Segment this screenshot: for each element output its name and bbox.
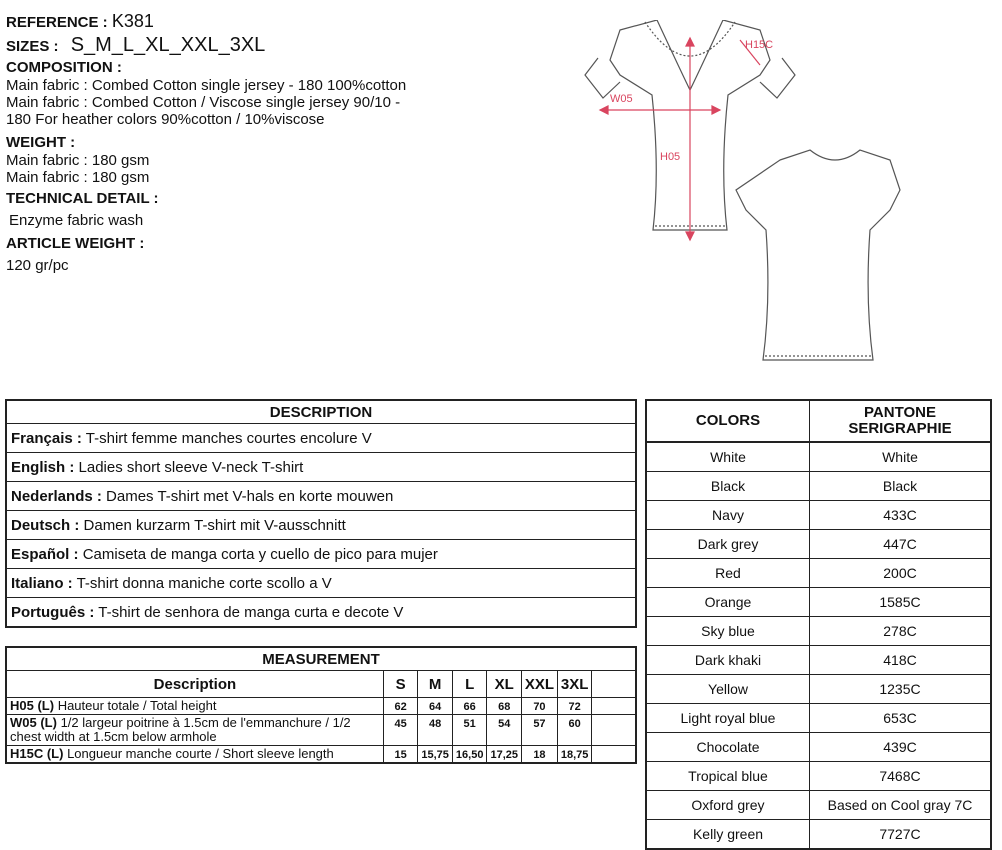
sizes-value: S_M_L_XL_XXL_3XL (70, 34, 266, 56)
color-row: Yellow 1235C (646, 675, 991, 704)
measurement-title: MEASUREMENT (6, 647, 636, 671)
w05-label: W05 (610, 93, 633, 105)
composition-line: Main fabric : Combed Cotton / Viscose single jersey 90/10 - (6, 94, 401, 111)
sizes-line (6, 36, 526, 56)
weight-label: WEIGHT : (6, 134, 76, 151)
measurement-header: M (418, 671, 453, 698)
technical-detail-label: TECHNICAL DETAIL : (6, 190, 159, 207)
weight-line: Main fabric : 180 gsm (6, 169, 150, 186)
color-row: Tropical blue 7468C (646, 762, 991, 791)
measurement-header: XXL (522, 671, 558, 698)
article-weight-label: ARTICLE WEIGHT : (6, 235, 145, 252)
composition-label: COMPOSITION : (6, 59, 122, 76)
spec-header (6, 12, 526, 274)
measurement-header: XL (487, 671, 522, 698)
description-row: Español : Camiseta de manga corta y cuello de pico para mujer (6, 540, 636, 569)
pantone-header: PANTONE SERIGRAPHIE (810, 400, 992, 442)
weight-line: Main fabric : 180 gsm (6, 152, 150, 169)
description-row: Deutsch : Damen kurzarm T-shirt mit V-ausschnitt (6, 511, 636, 540)
h05-label: H05 (660, 151, 681, 163)
technical-detail-value: Enzyme fabric wash (9, 212, 144, 229)
colors-table (645, 399, 992, 850)
reference-line (6, 12, 526, 32)
measurement-header: S (383, 671, 418, 698)
color-row: Orange 1585C (646, 588, 991, 617)
reference-label: REFERENCE : (6, 14, 108, 31)
description-row: Nederlands : Dames T-shirt met V-hals en korte mouwen (6, 482, 636, 511)
color-row: Dark grey 447C (646, 530, 991, 559)
measurement-header: Description (6, 671, 383, 698)
measurement-header-empty (592, 671, 636, 698)
color-row: Oxford grey Based on Cool gray 7C (646, 791, 991, 820)
description-title: DESCRIPTION (6, 400, 636, 424)
measurement-row: W05 (L) 1/2 largeur poitrine à 1.5cm de l'emmanchure / 1/2 chest width at 1.5cm below armhole 45 48 51 54 57 60 (6, 715, 636, 746)
colors-header: COLORS (646, 400, 810, 442)
color-row: Red 200C (646, 559, 991, 588)
tshirt-back-icon (736, 150, 900, 360)
description-row: Português : T-shirt de senhora de manga curta e decote V (11, 603, 404, 621)
article-weight-value: 120 gr/pc (6, 257, 69, 274)
description-row: English : Ladies short sleeve V-neck T-shirt (6, 453, 636, 482)
description-row: Italiano : T-shirt donna maniche corte scollo a V (6, 569, 636, 598)
sizes-label: SIZES : (6, 38, 59, 55)
color-row: Chocolate 439C (646, 733, 991, 762)
measurement-header: 3XL (557, 671, 592, 698)
measurement-header: L (452, 671, 487, 698)
composition-line: Main fabric : Combed Cotton single jersey - 180 100%cotton (6, 77, 407, 94)
color-row: White White (646, 442, 991, 472)
color-row: Dark khaki 418C (646, 646, 991, 675)
color-row: Kelly green 7727C (646, 820, 991, 850)
measurement-table (5, 646, 637, 764)
color-row: Sky blue 278C (646, 617, 991, 646)
measurement-row: H15C (L) Longueur manche courte / Short sleeve length 15 15,75 16,50 17,25 18 18,75 (6, 746, 636, 764)
color-row: Navy 433C (646, 501, 991, 530)
reference-value: K381 (111, 11, 154, 31)
h15c-label: H15C (745, 39, 774, 51)
description-row: Français : T-shirt femme manches courtes encolure V (6, 424, 636, 453)
measurement-row: H05 (L) Hauteur totale / Total height 62 64 66 68 70 72 (6, 698, 636, 715)
composition-line: 180 For heather colors 90%cotton / 10%viscose (6, 111, 325, 128)
color-row: Black Black (646, 472, 991, 501)
color-row: Light royal blue 653C (646, 704, 991, 733)
description-table (5, 399, 637, 628)
tshirt-technical-drawing (545, 20, 990, 380)
